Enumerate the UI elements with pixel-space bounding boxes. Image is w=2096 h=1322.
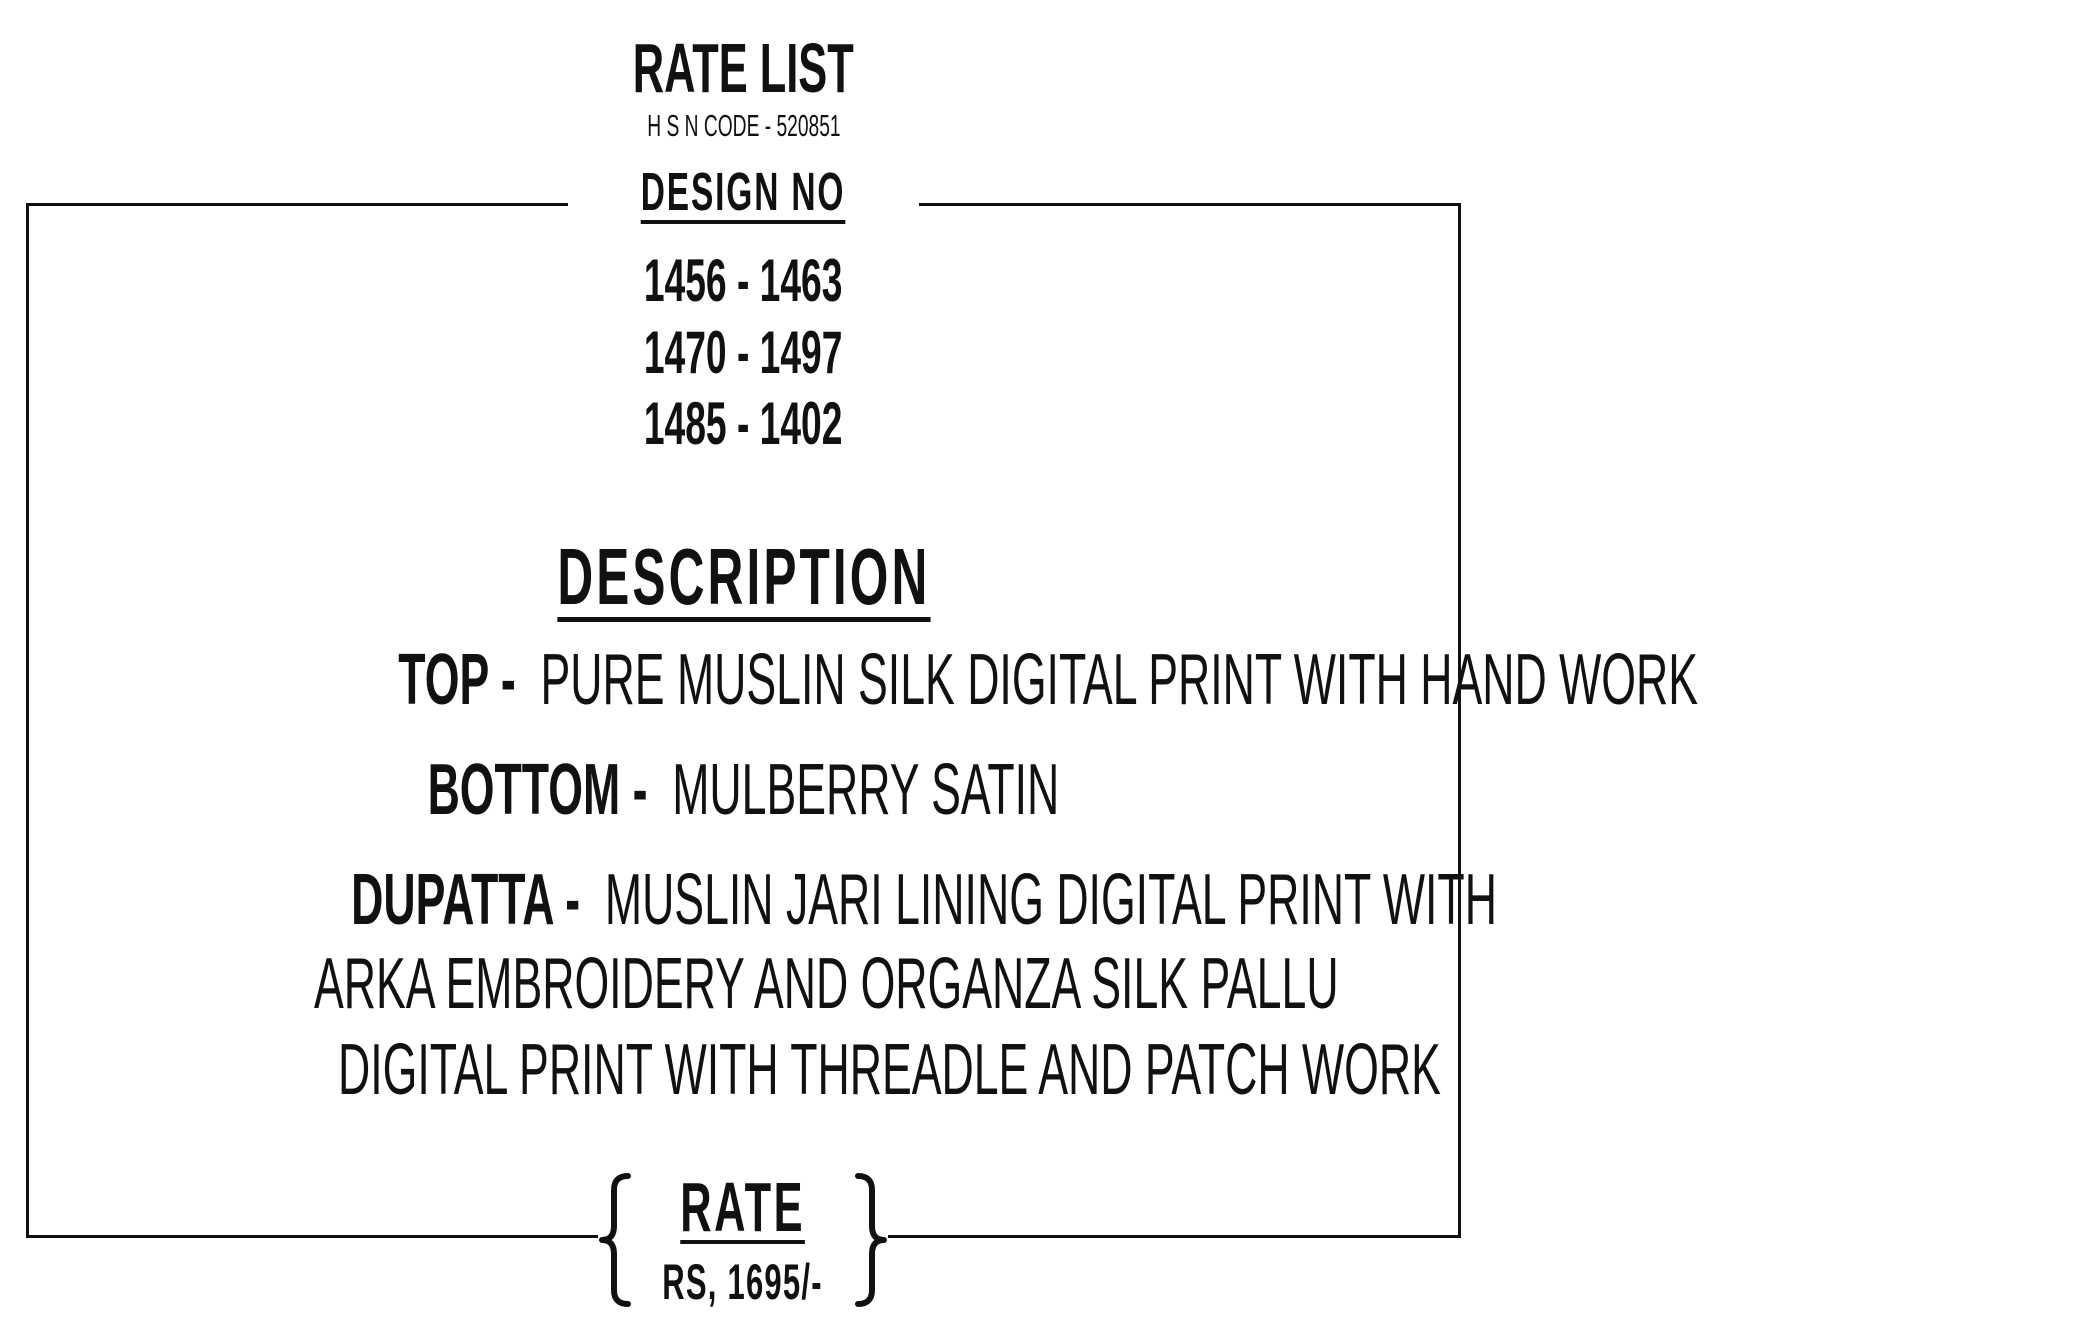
rate-label xyxy=(598,1168,888,1246)
description-heading xyxy=(0,532,1487,622)
hsn-code xyxy=(0,108,1487,144)
design-label xyxy=(568,160,918,224)
dupatta-description xyxy=(0,860,1497,940)
rate-value-text: RS, 1695/- xyxy=(662,1254,824,1310)
design-range-text: 1470 - 1497 xyxy=(644,319,843,386)
dupatta-text-line: MUSLIN JARI LINING DIGITAL PRINT WITH xyxy=(604,860,1497,940)
hsn-code-text: H S N CODE - 520851 xyxy=(646,108,841,143)
page-title-text: RATE LIST xyxy=(632,29,855,107)
rate-label-text: RATE xyxy=(680,1168,806,1246)
design-range xyxy=(0,389,1487,459)
design-range xyxy=(0,246,1487,316)
bottom-label: BOTTOM - xyxy=(427,750,648,830)
bottom-description xyxy=(0,750,1487,830)
design-label-row xyxy=(0,160,1487,224)
dupatta-text-line: ARKA EMBROIDERY AND ORGANZA SILK PALLU xyxy=(313,944,1339,1024)
right-brace-icon xyxy=(848,1170,888,1310)
page-title xyxy=(0,28,1487,108)
rate-box xyxy=(598,1170,888,1310)
dupatta-label: DUPATTA - xyxy=(351,860,581,940)
top-text: PURE MUSLIN SILK DIGITAL PRINT WITH HAND WORK xyxy=(540,640,1698,720)
rate-value xyxy=(598,1254,888,1310)
dupatta-text-line: DIGITAL PRINT WITH THREADLE AND PATCH WORK xyxy=(337,1030,1441,1110)
design-range-text: 1456 - 1463 xyxy=(644,247,843,314)
design-label-text: DESIGN NO xyxy=(641,162,846,222)
bottom-text: MULBERRY SATIN xyxy=(672,750,1060,830)
top-description xyxy=(0,640,1698,720)
top-label: TOP - xyxy=(398,640,516,720)
dupatta-description-continued xyxy=(0,1030,1487,1110)
design-range xyxy=(0,318,1487,388)
dupatta-description-continued xyxy=(0,944,1487,1024)
description-heading-text: DESCRIPTION xyxy=(556,532,931,621)
design-range-text: 1485 - 1402 xyxy=(644,390,843,457)
